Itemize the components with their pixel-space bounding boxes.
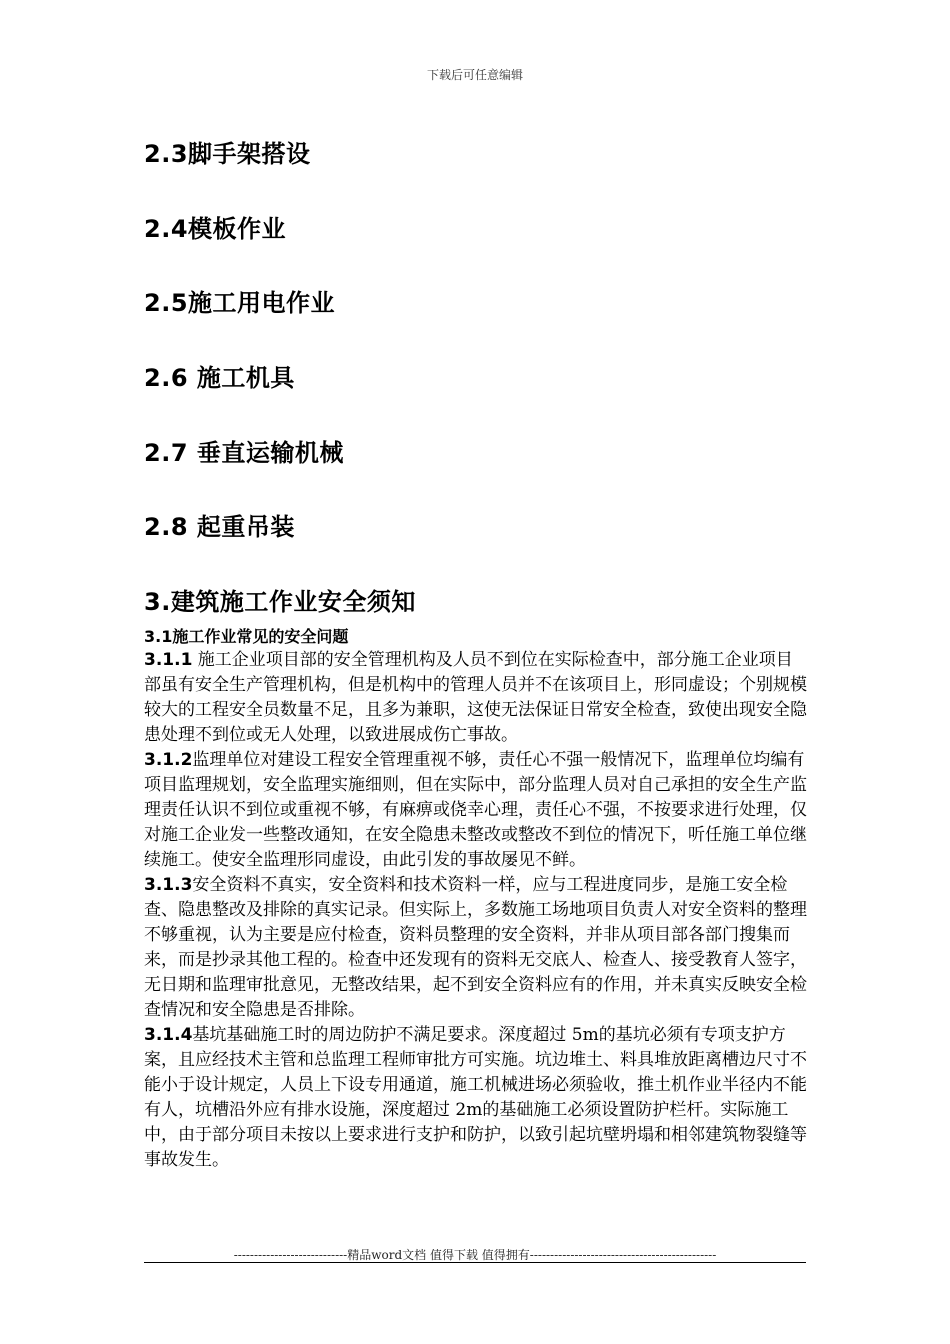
paragraph-3-1-2: [144, 748, 808, 873]
paragraph-text: 安全资料不真实，安全资料和技术资料一样，应与工程进度同步，是施工安全检查、隐患整改及排除的真实记录。但实际上，多数施工场地项目负责人对安全资料的整理不够重视，认为主要是应付检查，资料员整理的安全资料，并非从项目部各部门搜集而来，而是抄录其他工程的。检查中还发现有的资料无交底人、检查人、接受教育人签字，无日期和监理审批意见，无整改结果，起不到安全资料应有的作用，并未真实反映安全检查情况和安全隐患是否排除。: [144, 875, 807, 1020]
footer-divider: [144, 1262, 806, 1263]
heading-2-8: 2.8 起重吊装: [144, 513, 295, 541]
heading-2-5: 2.5施工用电作业: [144, 289, 336, 317]
paragraph-text: 基坑基础施工时的周边防护不满足要求。深度超过 5m的基坑必须有专项支护方案，且应经技术主管和总监理工程师审批方可实施。坑边堆土、料具堆放距离槽边尺寸不能小于设计规定，人员上下设专用通道，施工机械进场必须验收，推土机作业半径内不能有人，坑槽沿外应有排水设施，深度超过 2m的基础施工必须设置防护栏杆。实际施工中，由于部分项目未按以上要求进行支护和防护，以致引起坑壁坍塌和相邻建筑物裂缝等事故发生。: [144, 1025, 807, 1170]
heading-2-4: 2.4模板作业: [144, 215, 287, 243]
heading-2-3: 2.3脚手架搭设: [144, 140, 311, 168]
paragraph-number: 3.1.3: [144, 875, 193, 895]
paragraph-3-1-3: [144, 873, 808, 1023]
heading-2-6: 2.6 施工机具: [144, 364, 295, 392]
page-header: 下载后可任意编辑: [426, 68, 523, 82]
subheading-3-1: 3.1施工作业常见的安全问题: [144, 627, 349, 646]
paragraph-3-1-1: [144, 648, 808, 748]
paragraph-number: 3.1.1: [144, 650, 193, 670]
heading-2-7: 2.7 垂直运输机械: [144, 439, 344, 467]
paragraph-3-1-4: [144, 1023, 808, 1173]
paragraph-number: 3.1.4: [144, 1025, 193, 1045]
paragraph-text: 监理单位对建设工程安全管理重视不够，责任心不强一般情况下，监理单位均编有项目监理规划，安全监理实施细则，但在实际中，部分监理人员对自己承担的安全生产监理责任认识不到位或重视不够，有麻痹或侥幸心理，责任心不强，不按要求进行处理，仅对施工企业发一些整改通知，在安全隐患未整改或整改不到位的情况下，听任施工单位继续施工。使安全监理形同虚设，由此引发的事故屡见不鲜。: [144, 750, 807, 870]
heading-3: 3.建筑施工作业安全须知: [144, 588, 416, 616]
body-text: [144, 648, 808, 1173]
paragraph-text: 施工企业项目部的安全管理机构及人员不到位在实际检查中，部分施工企业项目部虽有安全生产管理机构，但是机构中的管理人员并不在该项目上，形同虚设；个别规模较大的工程安全员数量不足，且多为兼职，这使无法保证日常安全检查，致使出现安全隐患处理不到位或无人处理，以致进展成伤亡事故。: [144, 650, 807, 745]
page-footer: ----------------------------精品word文档 值得下载 值得拥有----------------------------------------------: [233, 1248, 717, 1262]
paragraph-number: 3.1.2: [144, 750, 193, 770]
